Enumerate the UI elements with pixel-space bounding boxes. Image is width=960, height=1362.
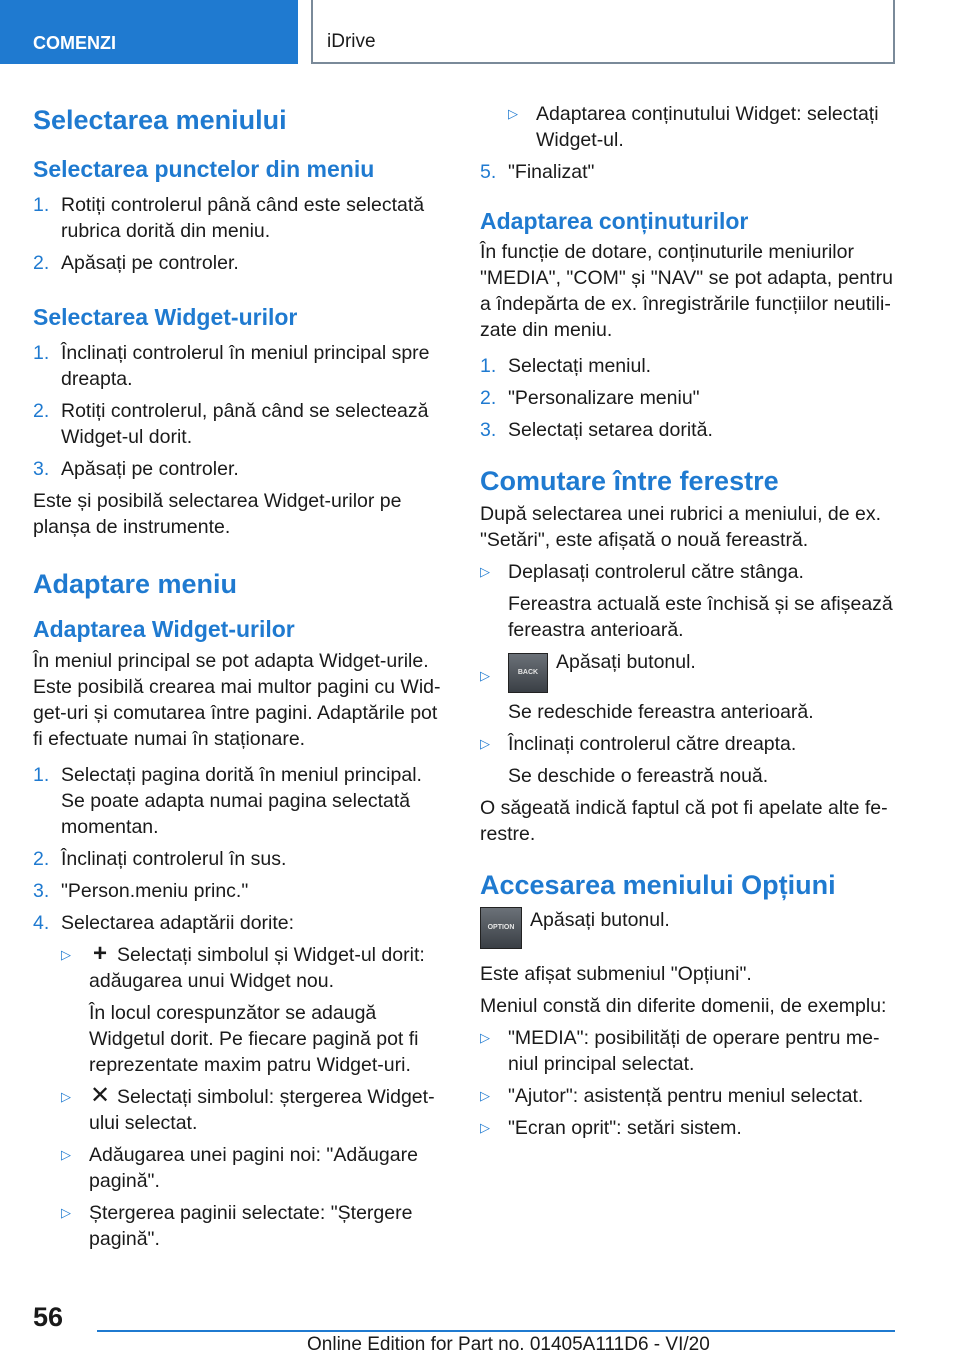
heading-adaptare: Adaptare meniu bbox=[33, 569, 238, 599]
footer-divider bbox=[97, 1330, 895, 1332]
plus-icon: + bbox=[92, 940, 107, 967]
list-item: 1. Selectați pagina dorită în meniul principal. Se poate adapta numai pagina selectată momentan. bbox=[33, 764, 422, 838]
triangle-bullet-icon: ▷ bbox=[61, 1147, 71, 1162]
list-item: 2. Apăsați pe controler. bbox=[33, 252, 239, 274]
list-item: 2. "Personalizare meniu" bbox=[480, 387, 700, 409]
triangle-bullet-icon: ▷ bbox=[480, 564, 490, 579]
triangle-bullet-icon: ▷ bbox=[508, 106, 518, 121]
list-item: 1. Rotiți controlerul până când este selectată rubrica dorită din meniu. bbox=[33, 194, 425, 242]
bullet-item: ▷ + Selectați simbolul și Widget-ul dorit: adăugarea unui Widget nou. bbox=[61, 940, 425, 992]
list-item: 3. "Person.meniu princ." bbox=[33, 880, 249, 902]
bullet-item: ▷ Adaptarea conținutului Widget: selectați Widget-ul. bbox=[508, 103, 879, 151]
widget-note: Este și posibilă selectarea Widget-urilor pe planșa de instrumente. bbox=[33, 490, 402, 538]
bullet-note: Se deschide o fereastră nouă. bbox=[508, 765, 769, 787]
back-button-image: BACK bbox=[508, 653, 548, 693]
heading-widget: Selectarea Widget-urilor bbox=[33, 304, 298, 330]
bullet-item: ▷ Înclinați controlerul către dreapta. bbox=[480, 733, 797, 755]
chapter-title: iDrive bbox=[327, 31, 376, 52]
optiuni-domains: Meniul constă din diferite domenii, de exemplu: bbox=[480, 995, 887, 1017]
triangle-bullet-icon: ▷ bbox=[480, 736, 490, 751]
list-item: 2. Înclinați controlerul în sus. bbox=[33, 848, 287, 870]
list-item: 4. Selectarea adaptării dorite: bbox=[33, 912, 295, 934]
bullet-item: ▷ Ștergerea paginii selectate: "Ștergere pagină". bbox=[61, 1202, 413, 1250]
optiuni-sub: Este afișat submeniul "Opțiuni". bbox=[480, 963, 752, 985]
bullet-item: ▷ Deplasați controlerul către stânga. bbox=[480, 561, 804, 583]
list-item: 2. Rotiți controlerul, până când se selectează Widget-ul dorit. bbox=[33, 400, 429, 448]
bullet-note: În locul corespunzător se adaugă Widgetul dorit. Pe fiecare pagină pot fi reprezentate maxim patru Widget-uri. bbox=[89, 1002, 419, 1076]
triangle-bullet-icon: ▷ bbox=[61, 1089, 71, 1104]
left-column bbox=[33, 94, 448, 1258]
bullet-item: ▷ "Ecran oprit": setări sistem. bbox=[480, 1117, 742, 1139]
option-press-text: Apăsați butonul. bbox=[530, 909, 670, 931]
list-item: 3. Apăsați pe controler. bbox=[33, 458, 239, 480]
triangle-bullet-icon: ▷ bbox=[480, 668, 490, 683]
bullet-item: ▷ "MEDIA": posibilități de operare pentru meniul principal selectat. bbox=[480, 1027, 880, 1075]
heading-optiuni: Accesarea meniului Opțiuni bbox=[480, 870, 836, 900]
list-item: 3. Selectați setarea dorită. bbox=[480, 419, 713, 441]
section-tab bbox=[0, 0, 298, 64]
triangle-bullet-icon: ▷ bbox=[61, 1205, 71, 1220]
triangle-bullet-icon: ▷ bbox=[480, 1088, 490, 1103]
bullet-item: ▷ BACK Apăsați butonul. bbox=[480, 649, 900, 693]
bullet-note: Se redeschide fereastra anterioară. bbox=[508, 701, 814, 723]
comutare-intro: După selectarea unei rubrici a meniului, de ex. "Setări", este afișată o nouă fereastră. bbox=[480, 503, 882, 551]
triangle-bullet-icon: ▷ bbox=[480, 1120, 490, 1135]
heading-comutare: Comutare între ferestre bbox=[480, 466, 779, 496]
heading-punctele: Selectarea punctelor din meniu bbox=[33, 156, 375, 182]
list-item: 1. Înclinați controlerul în meniul principal spre dreapta. bbox=[33, 342, 430, 390]
list-item: 1. Selectați meniul. bbox=[480, 355, 652, 377]
triangle-bullet-icon: ▷ bbox=[61, 947, 71, 962]
heading-continut: Adaptarea conținuturilor bbox=[480, 208, 749, 234]
edition-footer: Online Edition for Part no. 01405A111D6 - VI/20 bbox=[307, 1334, 710, 1355]
option-row bbox=[480, 907, 900, 949]
arrow-note: O săgeată indică faptul că pot fi apelate alte ferestre. bbox=[480, 797, 888, 845]
bullet-item: ▷ "Ajutor": asistență pentru meniul selectat. bbox=[480, 1085, 864, 1107]
right-column bbox=[480, 101, 900, 1147]
cross-icon: ✕ bbox=[89, 1082, 111, 1109]
section-title: COMENZI bbox=[33, 33, 116, 53]
page-number: 56 bbox=[33, 1302, 64, 1332]
bullet-note: Fereastra actuală este închisă și se afișează fereastra anterioară. bbox=[508, 593, 893, 641]
option-button-image: OPTION bbox=[480, 907, 522, 949]
continut-intro: În funcție de dotare, conținuturile meniurilor "MEDIA", "COM" și "NAV" se pot adapta, pentru a îndepărta de ex. înregistrările funcțiilor neutilizate din meniu. bbox=[480, 241, 893, 341]
bullet-item: ▷ ✕ Selectați simbolul: ștergerea Widgetului selectat. bbox=[61, 1082, 435, 1134]
adapt-intro: În meniul principal se pot adapta Widget-urile. Este posibilă crearea mai multor pagini cu Widget-uri și comutarea între pagini. Adaptările pot fi efectuate numai în staționare. bbox=[33, 650, 441, 750]
triangle-bullet-icon: ▷ bbox=[480, 1030, 490, 1045]
list-item: 5. "Finalizat" bbox=[480, 161, 595, 183]
heading-selectare-meniu: Selectarea meniului bbox=[33, 105, 287, 135]
bullet-item: ▷ Adăugarea unei pagini noi: "Adăugare pagină". bbox=[61, 1144, 418, 1192]
chapter-tab bbox=[311, 0, 895, 64]
heading-adapt-widget: Adaptarea Widget-urilor bbox=[33, 616, 295, 642]
